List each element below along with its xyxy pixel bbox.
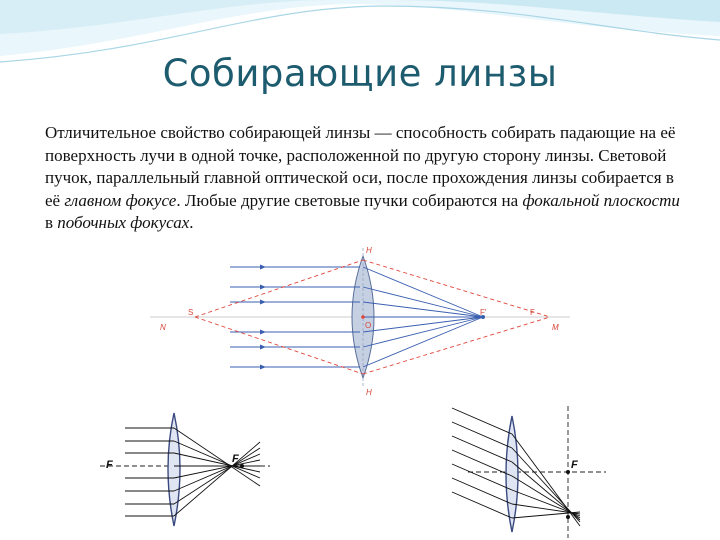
- term-side-foci: побочных фокусах: [57, 213, 190, 232]
- left-lens-diagram: [100, 408, 270, 538]
- converging-lens: [168, 413, 180, 526]
- body-text-part-3: в: [45, 213, 58, 232]
- right-lens-diagram: [448, 404, 608, 540]
- refracted-ray: [174, 448, 260, 504]
- label-f-prime: F': [480, 308, 487, 317]
- incoming-ray: [452, 436, 512, 462]
- incoming-ray: [452, 408, 512, 434]
- incoming-ray: [452, 464, 512, 490]
- label-m: M: [552, 323, 559, 332]
- focal-point: [566, 470, 570, 474]
- label-f-right: F: [232, 453, 239, 465]
- refracted-ray: [174, 442, 260, 516]
- red-ray: [195, 317, 363, 374]
- body-text-part-1: Отличительное свойство собирающей линзы — способность собирать падающие на её поверхность лучи в одной точке, расположенной по другую сторону линзы. Световой пучок, параллельный главной оптической оси, после прохождения линзы собирается в её: [45, 123, 676, 210]
- red-ray: [363, 260, 550, 317]
- red-ray: [363, 317, 550, 374]
- label-s: S: [188, 308, 194, 317]
- incoming-ray: [452, 478, 512, 504]
- incoming-oblique-rays: [452, 408, 512, 518]
- incoming-ray: [452, 422, 512, 448]
- refracted-rays: [363, 267, 483, 367]
- term-focal-plane: фокальной плоскости: [522, 190, 680, 210]
- incoming-ray: [452, 450, 512, 476]
- label-f: F: [571, 459, 578, 471]
- arrow-head: [260, 365, 266, 370]
- label-o: O: [365, 321, 372, 330]
- arrow-head: [260, 330, 266, 335]
- label-h-top: H: [366, 246, 372, 255]
- label-f-left: F: [106, 459, 113, 471]
- side-focus-point: [566, 515, 570, 519]
- slide-title: Собирающие линзы: [162, 52, 558, 95]
- point-o: [361, 315, 365, 319]
- body-text-part-4: .: [189, 213, 194, 232]
- incoming-parallel-rays: [125, 428, 174, 516]
- arrow-head: [260, 300, 266, 305]
- arrow-head: [260, 285, 266, 290]
- term-main-focus: главном фокусе: [64, 190, 177, 210]
- body-text-part-2: . Любые другие световые пучки собираются на: [176, 190, 523, 210]
- refracted-rays: [512, 434, 580, 526]
- refracted-ray: [174, 428, 260, 486]
- main-lens-diagram: [150, 242, 570, 402]
- label-h-bottom: H: [366, 388, 372, 397]
- body-paragraph: [45, 122, 685, 235]
- label-f: F: [530, 308, 535, 317]
- refracted-rays: [174, 428, 260, 516]
- red-ray: [195, 260, 363, 317]
- focal-point: [240, 464, 244, 468]
- label-n-left: N: [160, 323, 166, 332]
- arrow-head: [260, 265, 266, 270]
- arrow-head: [260, 345, 266, 350]
- incoming-ray: [452, 492, 512, 518]
